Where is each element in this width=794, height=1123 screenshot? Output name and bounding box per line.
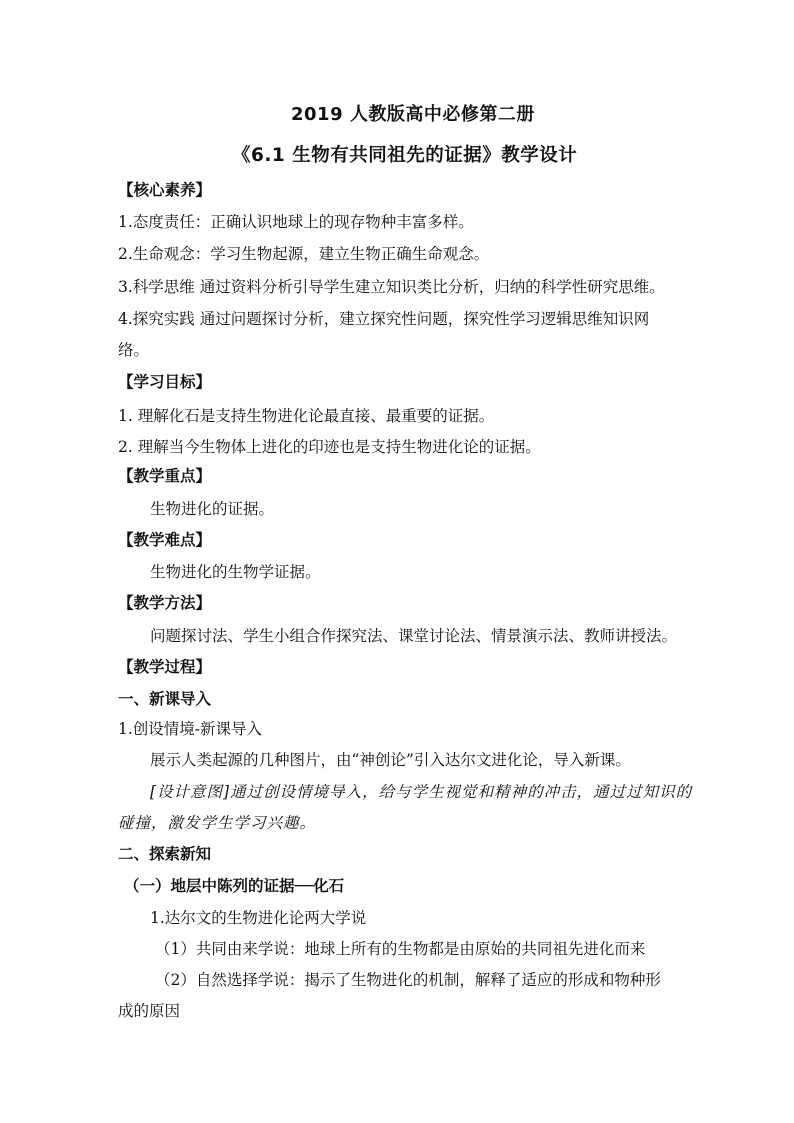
part2-item: （2）自然选择学说：揭示了生物进化的机制，解释了适应的形成和物种形	[155, 971, 661, 989]
process-heading: 【教学过程】	[118, 658, 212, 676]
core-literacy-heading: 【核心素养】	[118, 181, 212, 199]
document-title-line1: 2019 人教版高中必修第二册	[291, 104, 535, 125]
key-point-heading: 【教学重点】	[118, 467, 212, 485]
methods-text: 问题探讨法、学生小组合作探究法、课堂讨论法、情景演示法、教师讲授法。	[150, 627, 678, 645]
part1-heading: 一、新课导入	[118, 690, 212, 708]
difficulty-text: 生物进化的生物学证据。	[150, 563, 321, 581]
design-intent-line2: 碰撞，激发学生学习兴趣。	[118, 814, 317, 832]
design-intent-line1: [设计意图]通过创设情境导入，给与学生视觉和精神的冲击，通过过知识的	[150, 783, 693, 801]
document-title-line2: 《6.1 生物有共同祖先的证据》教学设计	[232, 145, 578, 166]
part2-item: 成的原因	[118, 1002, 181, 1020]
part2-sub: （一）地层中陈列的证据──化石	[124, 877, 345, 895]
part2-heading: 二、探索新知	[118, 845, 212, 863]
learning-goal-item: 2. 理解当今生物体上进化的印迹也是支持生物进化论的证据。	[118, 438, 541, 456]
core-literacy-item: 1.态度责任：正确认识地球上的现存物种丰富多样。	[118, 213, 474, 231]
key-point-text: 生物进化的证据。	[150, 500, 275, 518]
methods-heading: 【教学方法】	[118, 594, 212, 612]
learning-goal-item: 1. 理解化石是支持生物进化论最直接、最重要的证据。	[118, 407, 495, 425]
core-literacy-item: 2.生命观念：学习生物起源，建立生物正确生命观念。	[118, 245, 490, 263]
part2-item: （1）共同由来学说：地球上所有的生物都是由原始的共同祖先进化而来	[155, 940, 646, 958]
core-literacy-item: 4.探究实践 通过问题探讨分析，建立探究性问题，探究性学习逻辑思维知识网	[118, 310, 650, 328]
core-literacy-item: 3.科学思维 通过资料分析引导学生建立知识类比分析，归纳的科学性研究思维。	[118, 278, 665, 296]
part2-item: 1.达尔文的生物进化论两大学说	[150, 909, 367, 927]
difficulty-heading: 【教学难点】	[118, 531, 212, 549]
part1-sub: 1.创设情境-新课导入	[118, 720, 263, 738]
part1-text: 展示人类起源的几种图片，由“神创论”引入达尔文进化论，导入新课。	[150, 751, 631, 769]
core-literacy-item: 络。	[118, 341, 150, 359]
learning-goals-heading: 【学习目标】	[118, 373, 212, 391]
